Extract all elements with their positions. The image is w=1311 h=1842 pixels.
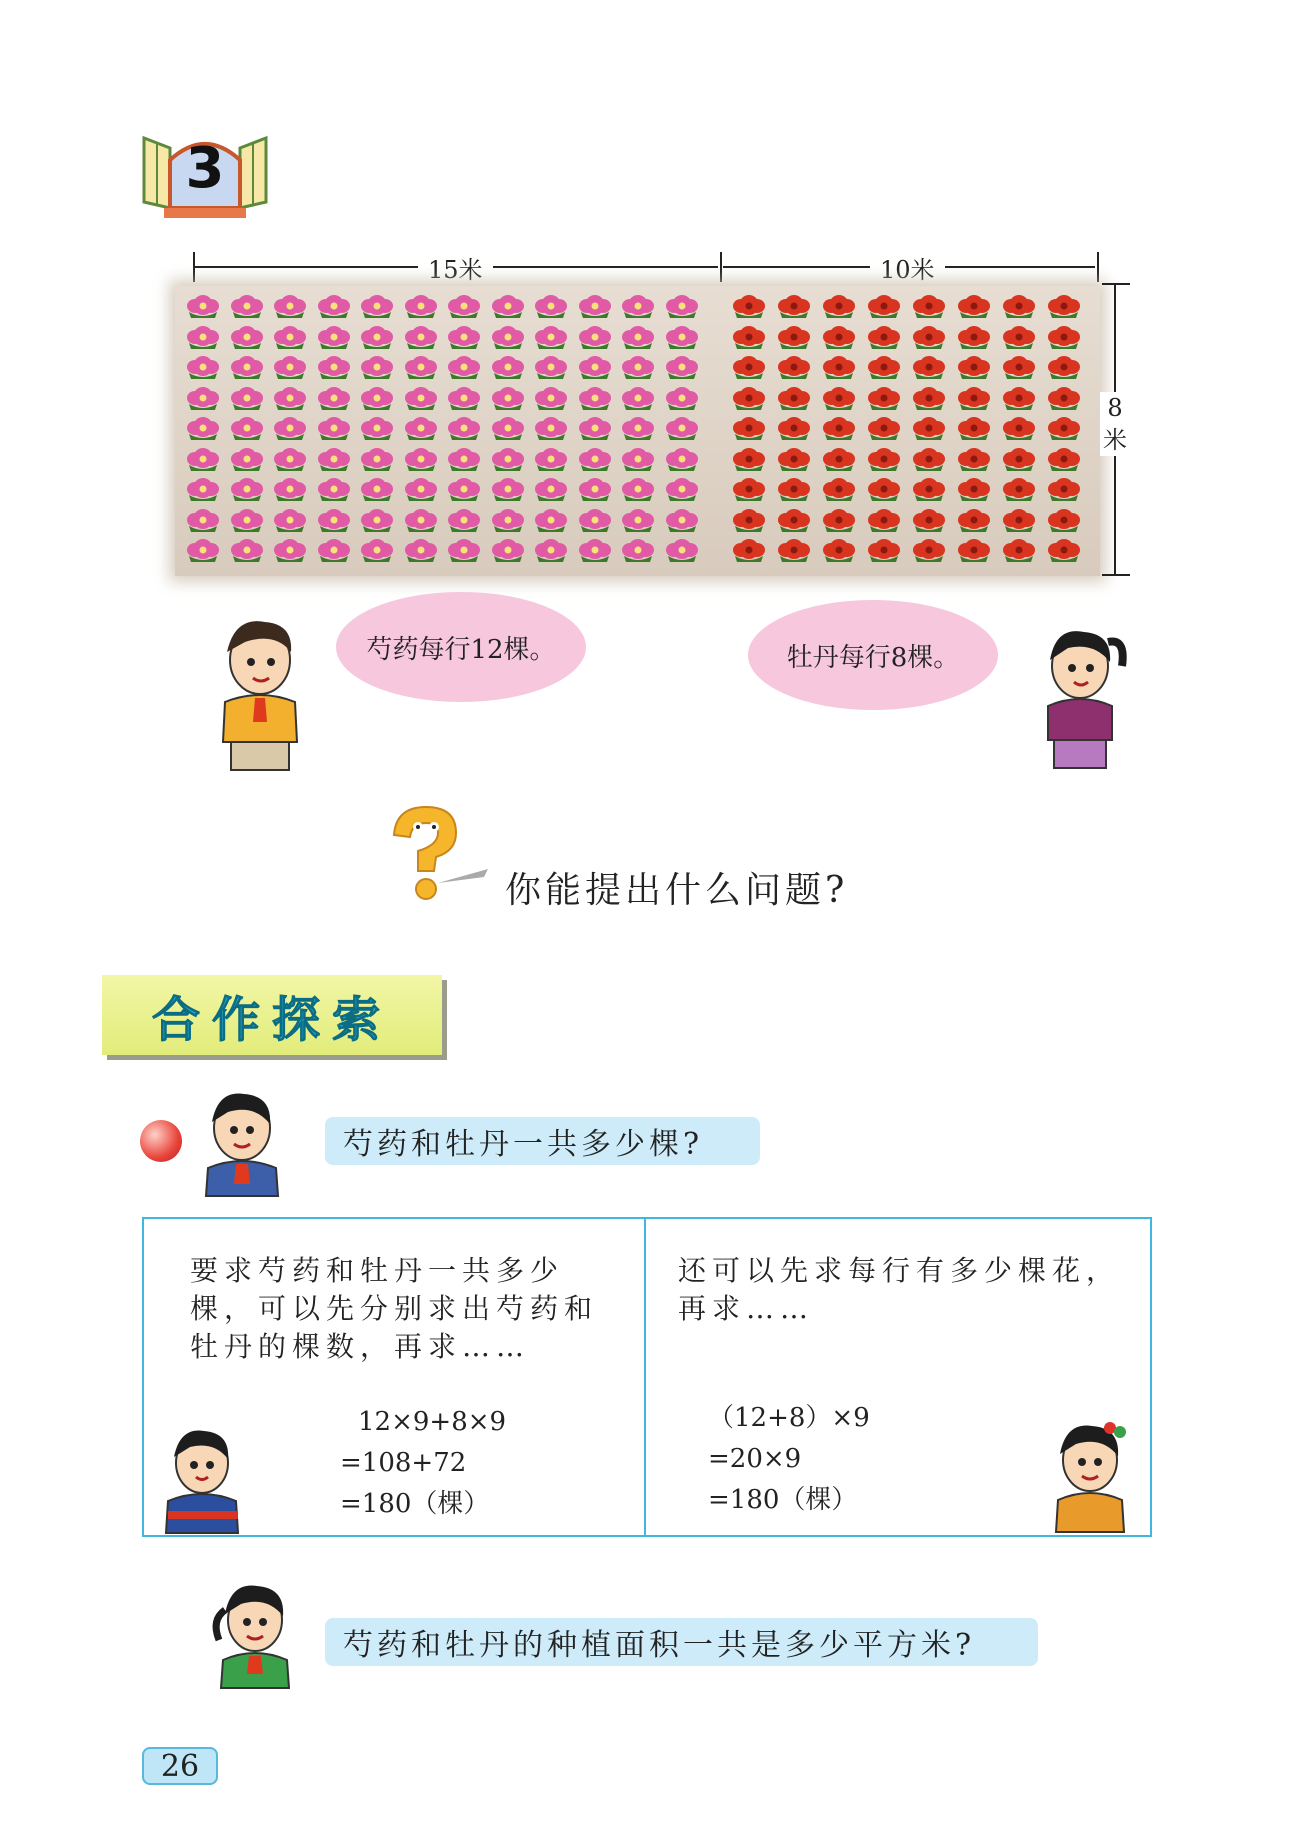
peony-red-icon <box>1046 538 1082 564</box>
peony-pink-icon <box>490 508 526 534</box>
peony-pink-icon <box>577 325 613 351</box>
method-right-text <box>678 1252 1120 1328</box>
badge-number: 3 <box>185 136 225 201</box>
peony-red-icon <box>866 538 902 564</box>
peony-red-icon <box>1046 294 1082 320</box>
peony-pink-icon <box>272 386 308 412</box>
peony-pink-icon <box>272 294 308 320</box>
peony-pink-icon <box>403 447 439 473</box>
peony-pink-icon <box>359 294 395 320</box>
peony-pink-icon <box>490 325 526 351</box>
peony-red-icon <box>956 355 992 381</box>
peony-pink-icon <box>446 508 482 534</box>
peony-pink-icon <box>664 538 700 564</box>
peony-red-icon <box>1001 386 1037 412</box>
peony-red-icon <box>1001 538 1037 564</box>
peony-pink-icon <box>359 416 395 442</box>
peony-red-icon <box>866 447 902 473</box>
peony-pink-icon <box>403 386 439 412</box>
peony-pink-icon <box>490 416 526 442</box>
question-2-text: 芍药和牡丹的种植面积一共是多少平方米? <box>343 1628 976 1663</box>
peony-red-icon <box>821 538 857 564</box>
peony-red-icon <box>911 508 947 534</box>
peony-pink-icon <box>185 355 221 381</box>
peony-red-icon <box>1001 447 1037 473</box>
peony-red-icon <box>821 447 857 473</box>
peony-pink-icon <box>229 538 265 564</box>
peony-pink-icon <box>620 294 656 320</box>
peony-red-icon <box>731 477 767 503</box>
peony-pink-icon <box>577 386 613 412</box>
peony-red-icon <box>776 386 812 412</box>
peony-red-icon <box>956 477 992 503</box>
question-1-text: 芍药和牡丹一共多少棵? <box>343 1127 704 1162</box>
peony-red-icon <box>866 508 902 534</box>
peony-red-icon <box>1001 325 1037 351</box>
calc-line: =20×9 <box>708 1444 802 1474</box>
peony-red-icon <box>731 416 767 442</box>
peony-pink-icon <box>272 508 308 534</box>
peony-red-icon <box>821 477 857 503</box>
method-right-calc <box>708 1398 870 1521</box>
peony-pink-icon <box>533 294 569 320</box>
peony-pink-icon <box>577 416 613 442</box>
peony-pink-icon <box>359 477 395 503</box>
pink-ball-icon <box>140 1120 182 1162</box>
peony-pink-icon <box>446 477 482 503</box>
table-divider <box>644 1217 646 1537</box>
peony-pink-icon <box>577 294 613 320</box>
peony-red-icon <box>776 447 812 473</box>
peony-pink-icon <box>272 325 308 351</box>
peony-red-icon <box>911 477 947 503</box>
peony-red-icon <box>866 416 902 442</box>
peony-red-icon <box>776 325 812 351</box>
peony-pink-icon <box>359 508 395 534</box>
peony-pink-icon <box>664 386 700 412</box>
peony-pink-icon <box>664 447 700 473</box>
peony-pink-icon <box>664 477 700 503</box>
peony-red-icon <box>776 508 812 534</box>
prompt-text: 你能提出什么问题? <box>505 870 849 911</box>
peony-red-icon <box>821 325 857 351</box>
peony-pink-icon <box>229 355 265 381</box>
peony-pink-icon <box>577 477 613 503</box>
peony-red-icon <box>911 386 947 412</box>
peony-pink-icon <box>533 325 569 351</box>
peony-pink-icon <box>533 355 569 381</box>
peony-pink-icon <box>533 447 569 473</box>
peony-red-icon <box>1046 325 1082 351</box>
peony-red-icon <box>776 294 812 320</box>
peony-pink-icon <box>620 355 656 381</box>
peony-pink-icon <box>185 325 221 351</box>
peony-pink-icon <box>620 477 656 503</box>
peony-red-icon <box>731 508 767 534</box>
peony-pink-icon <box>490 386 526 412</box>
peony-pink-icon <box>272 477 308 503</box>
method-right-line: 再求…… <box>678 1292 815 1325</box>
peony-red-icon <box>776 538 812 564</box>
lesson-number-badge <box>140 130 270 220</box>
peony-pink-icon <box>446 294 482 320</box>
peony-red-icon <box>821 508 857 534</box>
peony-pink-icon <box>620 508 656 534</box>
section-title: 合作探索 <box>102 975 442 1055</box>
peony-pink-icon <box>316 386 352 412</box>
peony-red-icon <box>1001 508 1037 534</box>
question-2-banner <box>325 1618 1038 1666</box>
peony-pink-icon <box>359 538 395 564</box>
peony-pink-icon <box>446 416 482 442</box>
peony-pink-icon <box>403 538 439 564</box>
calc-line: =108+72 <box>340 1448 467 1478</box>
height-unit: 米 <box>1103 426 1127 454</box>
peony-red-icon <box>911 325 947 351</box>
method-left-text <box>190 1252 598 1366</box>
peony-pink-icon <box>316 508 352 534</box>
peony-pink-icon <box>185 447 221 473</box>
peony-red-icon <box>911 416 947 442</box>
peony-red-icon <box>866 386 902 412</box>
peony-pink-icon <box>272 447 308 473</box>
peony-pink-icon <box>185 294 221 320</box>
peony-red-icon <box>731 294 767 320</box>
peony-pink-icon <box>316 355 352 381</box>
peony-red-icon <box>1001 294 1037 320</box>
flower-bed <box>175 286 1100 576</box>
peony-pink-icon <box>229 477 265 503</box>
peony-red-icon <box>1046 477 1082 503</box>
calc-line: =180（棵） <box>340 1489 490 1519</box>
peony-pink-icon <box>185 508 221 534</box>
peony-red-icon <box>1001 477 1037 503</box>
peony-pink-icon <box>316 538 352 564</box>
calc-line: =180（棵） <box>708 1485 858 1515</box>
girl-character <box>1022 620 1132 770</box>
method-right-line: 还可以先求每行有多少棵花， <box>678 1254 1121 1287</box>
peony-red-icon <box>866 355 902 381</box>
peony-pink-icon <box>620 386 656 412</box>
peony-red-icon <box>866 294 902 320</box>
peony-pink-icon <box>446 355 482 381</box>
peony-pink-icon <box>577 355 613 381</box>
boy-character-2 <box>192 1088 292 1198</box>
peony-red-icon <box>911 294 947 320</box>
peony-pink-icon <box>403 355 439 381</box>
peony-pink-icon <box>272 416 308 442</box>
width-right-label: 10米 <box>870 250 945 285</box>
peony-pink-icon <box>272 538 308 564</box>
peony-pink-icon <box>446 538 482 564</box>
boy-speech-text: 芍药每行12棵。 <box>366 634 556 665</box>
peony-red-icon <box>1001 416 1037 442</box>
peony-red-icon <box>731 538 767 564</box>
method-left-calc <box>340 1402 506 1525</box>
peony-red-icon <box>731 447 767 473</box>
peony-pink-icon <box>359 386 395 412</box>
peony-red-icon <box>1046 386 1082 412</box>
peony-pink-icon <box>403 416 439 442</box>
question-1-banner <box>325 1117 760 1165</box>
method-left-line: 牡丹的棵数，再求…… <box>190 1330 531 1363</box>
peony-pink-icon <box>577 447 613 473</box>
peony-pink-icon <box>577 538 613 564</box>
peony-red-icon <box>731 355 767 381</box>
peony-pink-icon <box>185 386 221 412</box>
peony-pink-icon <box>359 447 395 473</box>
peony-red-icon <box>956 447 992 473</box>
peony-pink-icon <box>664 355 700 381</box>
peony-red-icon <box>776 355 812 381</box>
peony-pink-icon <box>620 416 656 442</box>
peony-pink-icon <box>229 416 265 442</box>
peony-red-icon <box>731 386 767 412</box>
peony-pink-icon <box>490 538 526 564</box>
question-mark-icon <box>380 805 490 905</box>
girl-speech-bubble <box>748 600 998 710</box>
peony-pink-icon <box>316 416 352 442</box>
peony-red-icon <box>1046 508 1082 534</box>
peony-pink-icon <box>185 416 221 442</box>
peony-pink-icon <box>229 325 265 351</box>
peony-pink-icon <box>359 325 395 351</box>
calc-line: （12+8）×9 <box>708 1403 870 1433</box>
width-left-label: 15米 <box>418 250 493 285</box>
peony-pink-icon <box>403 508 439 534</box>
peony-pink-icon <box>533 508 569 534</box>
peony-pink-icon <box>664 325 700 351</box>
peony-red-icon <box>1001 355 1037 381</box>
peony-pink-icon <box>490 447 526 473</box>
peony-pink-icon <box>664 416 700 442</box>
peony-pink-icon <box>229 386 265 412</box>
peony-pink-icon <box>490 477 526 503</box>
peony-red-icon <box>956 294 992 320</box>
boy-speech-bubble <box>336 592 586 702</box>
peony-red-icon <box>956 386 992 412</box>
peony-pink-icon <box>664 294 700 320</box>
calc-line: 12×9+8×9 <box>358 1407 507 1437</box>
peony-pink-icon <box>229 508 265 534</box>
peony-pink-icon <box>403 294 439 320</box>
peony-red-icon <box>956 416 992 442</box>
peony-red-icon <box>1046 416 1082 442</box>
peony-red-icon <box>956 508 992 534</box>
peony-red-icon <box>1046 355 1082 381</box>
method-left-line: 棵，可以先分别求出芍药和 <box>190 1292 599 1325</box>
peony-red-icon <box>956 325 992 351</box>
peony-pink-icon <box>533 386 569 412</box>
height-number: 8 <box>1107 394 1123 422</box>
peony-pink-icon <box>664 508 700 534</box>
peony-pink-icon <box>185 538 221 564</box>
peony-red-icon <box>866 477 902 503</box>
peony-pink-icon <box>446 325 482 351</box>
peony-red-icon <box>911 355 947 381</box>
peony-pink-icon <box>403 477 439 503</box>
peony-pink-icon <box>403 325 439 351</box>
page-number: 26 <box>142 1747 218 1785</box>
peony-red-icon <box>821 416 857 442</box>
peony-red-icon <box>956 538 992 564</box>
peony-pink-icon <box>533 477 569 503</box>
peony-pink-icon <box>577 508 613 534</box>
peony-pink-icon <box>490 355 526 381</box>
peony-pink-icon <box>620 325 656 351</box>
peony-red-icon <box>776 416 812 442</box>
boy-character <box>205 612 315 772</box>
method-left-line: 要求芍药和牡丹一共多少 <box>190 1254 565 1287</box>
peony-pink-icon <box>533 416 569 442</box>
girl-character-2 <box>1040 1420 1140 1535</box>
peony-red-icon <box>821 355 857 381</box>
peony-red-icon <box>776 477 812 503</box>
peony-red-icon <box>731 325 767 351</box>
peony-pink-icon <box>446 386 482 412</box>
peony-red-icon <box>866 325 902 351</box>
peony-pink-icon <box>620 538 656 564</box>
peony-pink-icon <box>316 477 352 503</box>
peony-pink-icon <box>316 325 352 351</box>
peony-pink-icon <box>620 447 656 473</box>
peony-pink-icon <box>229 294 265 320</box>
peony-red-icon <box>911 447 947 473</box>
peony-pink-icon <box>359 355 395 381</box>
peony-pink-icon <box>490 294 526 320</box>
peony-pink-icon <box>185 477 221 503</box>
boy-character-3 <box>158 1425 248 1535</box>
peony-pink-icon <box>316 294 352 320</box>
girl-character-3 <box>205 1580 305 1690</box>
peony-pink-icon <box>229 447 265 473</box>
peony-pink-icon <box>446 447 482 473</box>
peony-pink-icon <box>533 538 569 564</box>
peony-red-icon <box>911 538 947 564</box>
peony-red-icon <box>821 294 857 320</box>
peony-pink-icon <box>272 355 308 381</box>
peony-red-icon <box>1046 447 1082 473</box>
girl-speech-text: 牡丹每行8棵。 <box>786 642 960 673</box>
height-label <box>1100 392 1130 456</box>
peony-red-icon <box>821 386 857 412</box>
peony-pink-icon <box>316 447 352 473</box>
